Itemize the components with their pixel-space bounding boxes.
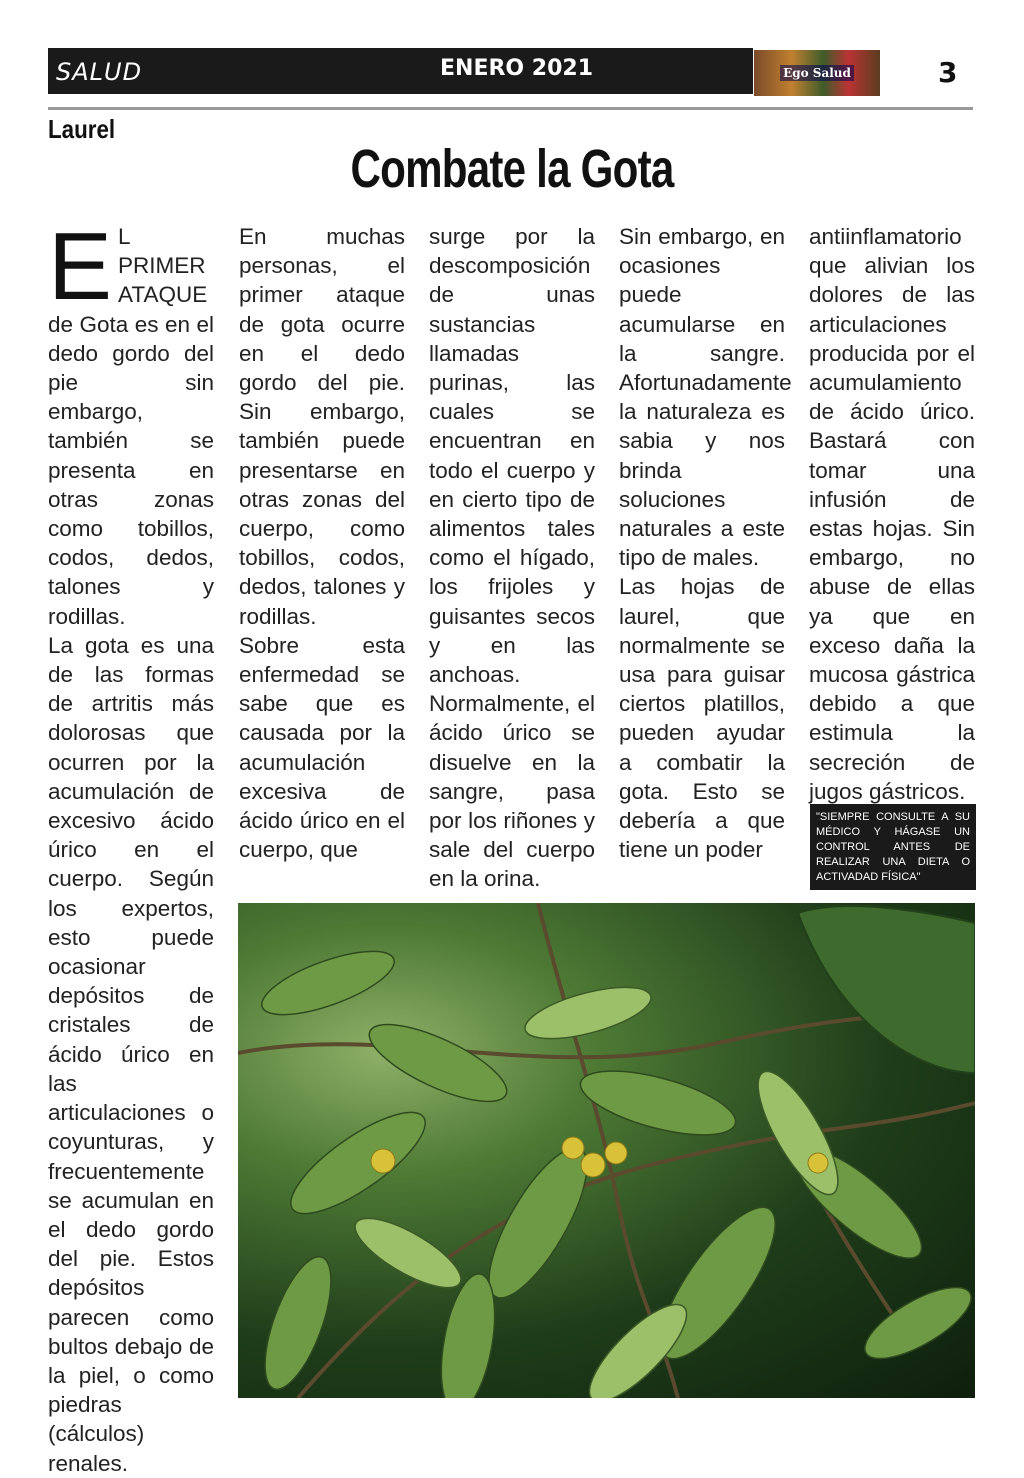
column-2-paragraph-2: Sobre esta enfermedad se sabe que es causada por la acumulación excesiva de ácido úrico en el cuerpo, que bbox=[239, 632, 405, 863]
column-4-paragraph-2: Las hojas de laurel, que normalmente se usa para guisar ciertos platillos, pueden ayudar a combatir la gota. Esto se debería a que tiene un poder bbox=[619, 574, 785, 863]
logo-text: Ego Salud bbox=[780, 65, 854, 81]
health-disclaimer: "SIEMPRE CONSULTE A SU MÉDICO Y HÁGASE UN CONTROL ANTES DE REALIZAR UNA DIETA O ACTIVADAD FÍSICA" bbox=[810, 804, 976, 890]
article-column-2 bbox=[239, 222, 405, 864]
column-3-paragraph-1: surge por la descomposición de unas sustancias llamadas purinas, las cuales se encuentran en todo el cuerpo y en cierto tipo de alimentos tales como el hígado, los frijoles y guisantes secos y en las anchoas. bbox=[429, 224, 595, 688]
column-5-paragraph-1: antiinflamatorio que alivian los dolores de las articulaciones producida por el acumulamiento de ácido úrico. Bastará con tomar una infusión de estas hojas. Sin embargo, no abuse de ellas ya que en exceso daña la mucosa gástrica debido a que estimula la secreción de jugos gástricos. bbox=[809, 224, 975, 804]
column-4-paragraph-1: Sin embargo, en ocasiones puede acumularse en la sangre. Afortunadamente la naturaleza es sabia y nos brinda soluciones naturales a este tipo de males. bbox=[619, 224, 792, 571]
laurel-leaves-illustration bbox=[238, 903, 975, 1398]
column-3-paragraph-2: Normalmente, el ácido úrico se disuelve en la sangre, pasa por los riñones y sale del cuerpo en la orina. bbox=[429, 691, 595, 892]
issue-date: ENERO 2021 bbox=[440, 56, 594, 81]
section-label: SALUD bbox=[56, 58, 143, 86]
column-1-paragraph-1: L PRIMER ATAQUE de Gota es en el dedo gordo del pie sin embargo, también se presenta en otras zonas como tobillos, codos, dedos, talones y rodillas. bbox=[48, 224, 214, 629]
article-headline: Combate la Gota bbox=[350, 139, 674, 199]
magazine-logo bbox=[754, 50, 880, 96]
header-bar bbox=[48, 48, 753, 94]
article-column-1 bbox=[48, 213, 214, 1478]
article-kicker: Laurel bbox=[48, 114, 116, 144]
drop-cap: E bbox=[48, 213, 113, 320]
column-2-paragraph-1: En muchas personas, el primer ataque de gota ocurre en el dedo gordo del pie. Sin embargo, también puede presentarse en otras zonas del cuerpo, como tobillos, codos, dedos, talones y rodillas. bbox=[239, 224, 405, 629]
header-rule bbox=[48, 107, 973, 110]
article-column-3 bbox=[429, 222, 595, 894]
page-number: 3 bbox=[938, 56, 958, 89]
article-column-5 bbox=[809, 222, 975, 806]
column-1-paragraph-2: La gota es una de las formas de artritis más dolorosas que ocurren por la acumulación de excesivo ácido úrico en el cuerpo. Según los expertos, esto puede ocasionar depósitos de cristales de ácido úrico en las articulaciones o coyunturas, y frecuentemente se acumulan en el dedo gordo del pie. Estos depósitos parecen como bultos debajo de la piel, o como piedras (cálculos) renales. bbox=[48, 632, 214, 1476]
laurel-leaves-photo bbox=[238, 903, 975, 1398]
article-column-4 bbox=[619, 222, 792, 864]
